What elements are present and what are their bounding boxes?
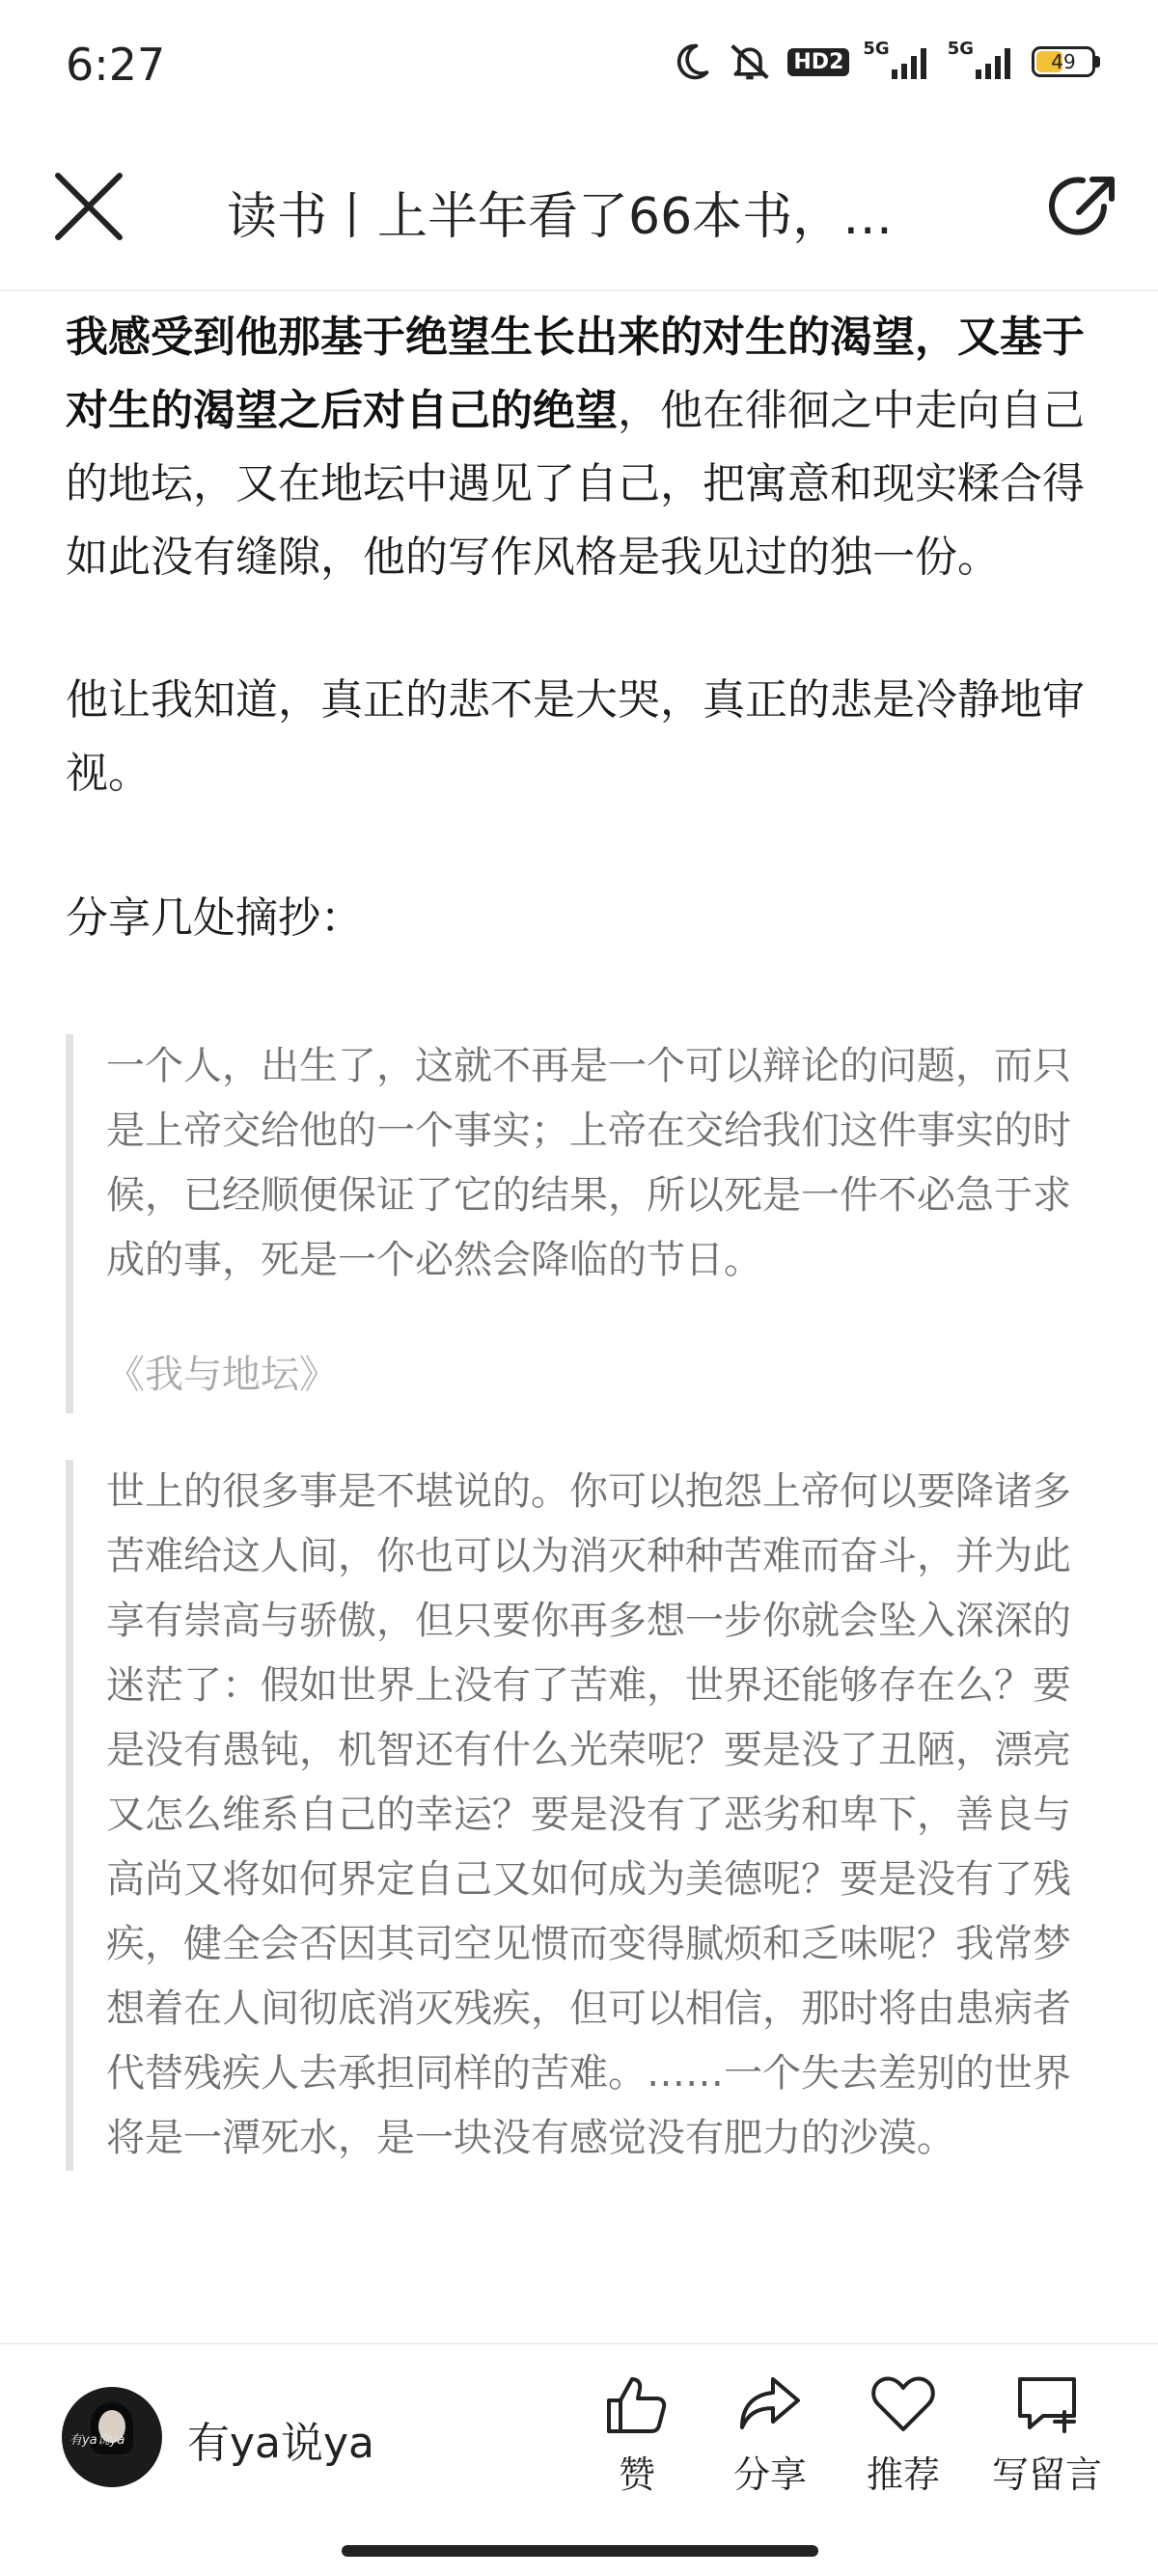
article-bold-text: 我感受到他那基于绝望生长出来的对生的渴望，又基于对生的渴望之后对自己的绝望	[66, 313, 1085, 435]
status-time: 6:27	[66, 39, 166, 91]
heart-icon	[870, 2373, 936, 2435]
battery-icon	[1032, 46, 1100, 77]
recommend-button[interactable]	[855, 2373, 951, 2498]
status-bar	[0, 0, 1158, 135]
signal-icon	[863, 38, 933, 79]
network-type-label: 5G	[947, 38, 974, 59]
thumbs-up-icon	[605, 2373, 669, 2435]
battery-text: 49	[1051, 50, 1076, 73]
network-type-label: 5G	[863, 38, 890, 59]
mute-icon	[726, 41, 774, 83]
share-arrow-icon	[738, 2373, 802, 2435]
quote-text: 一个人，出生了，这就不再是一个可以辩论的问题，而只是上帝交给他的一个事实；上帝在交给我们这件事实的时候，已经顺便保证了它的结果，所以死是一件不必急于求成的事，死是一个必然会降临的节日。	[106, 1044, 1071, 1282]
article-paragraph: 他让我知道，真正的悲不是大哭，真正的悲是冷静地审视。	[66, 675, 1085, 798]
title-bar	[0, 135, 1158, 291]
blockquote	[66, 1460, 1100, 2171]
bottom-action-bar	[0, 2343, 1158, 2528]
quote-source: 《我与地坛》	[106, 1353, 338, 1397]
article-text: ，他在徘徊之中走向自己的地坛，又在地坛中遇见了自己，把寓意和现实糅合得如此没有缝隙，他的写作风格是我见过的独一份。	[66, 386, 1085, 582]
share-label: 分享	[732, 2453, 807, 2496]
avatar[interactable]: 有ya说ya	[62, 2387, 162, 2487]
page-title: 读书丨上半年看了66本书，…	[227, 188, 894, 246]
article-body	[66, 291, 1100, 2327]
home-indicator[interactable]	[342, 2545, 818, 2557]
quote-text: 世上的很多事是不堪说的。你可以抱怨上帝何以要降诸多苦难给这人间，你也可以为消灭种种苦难而奋斗，并为此享有崇高与骄傲，但只要你再多想一步你就会坠入深深的迷茫了：假如世界上没有了苦难，世界还能够存在么？要是没有愚钝，机智还有什么光荣呢？要是没了丑陋，漂亮又怎么维系自己的幸运？要是没有了恶劣和卑下，善良与高尚又将如何界定自己又如何成为美德呢？要是没有了残疾，健全会否因其司空见惯而变得腻烦和乏味呢？我常梦想着在人间彻底消灭残疾，但可以相信，那时将由患病者代替残疾人去承担同样的苦难。……一个失去差别的世界将是一潭死水，是一块没有感觉没有肥力的沙漠。	[106, 1469, 1071, 2160]
share-external-button[interactable]	[1044, 168, 1123, 247]
like-button[interactable]	[596, 2373, 677, 2498]
like-label: 赞	[618, 2453, 655, 2496]
author-name[interactable]: 有ya说ya	[187, 2419, 375, 2468]
share-button[interactable]	[722, 2373, 818, 2498]
hd-icon: HD2	[787, 48, 849, 76]
comment-label: 写留言	[991, 2453, 1102, 2496]
moon-icon	[670, 41, 712, 83]
status-icons	[670, 38, 1100, 83]
signal-icon	[947, 38, 1018, 79]
share-external-icon	[1044, 168, 1123, 247]
comment-button[interactable]	[982, 2373, 1112, 2498]
article-paragraph	[66, 301, 1100, 594]
close-icon	[50, 168, 127, 245]
comment-add-icon	[1014, 2373, 1080, 2435]
blockquote	[66, 1034, 1100, 1413]
article-paragraph: 分享几处摘抄：	[66, 893, 363, 943]
close-button[interactable]	[50, 168, 127, 245]
recommend-label: 推荐	[866, 2453, 940, 2496]
